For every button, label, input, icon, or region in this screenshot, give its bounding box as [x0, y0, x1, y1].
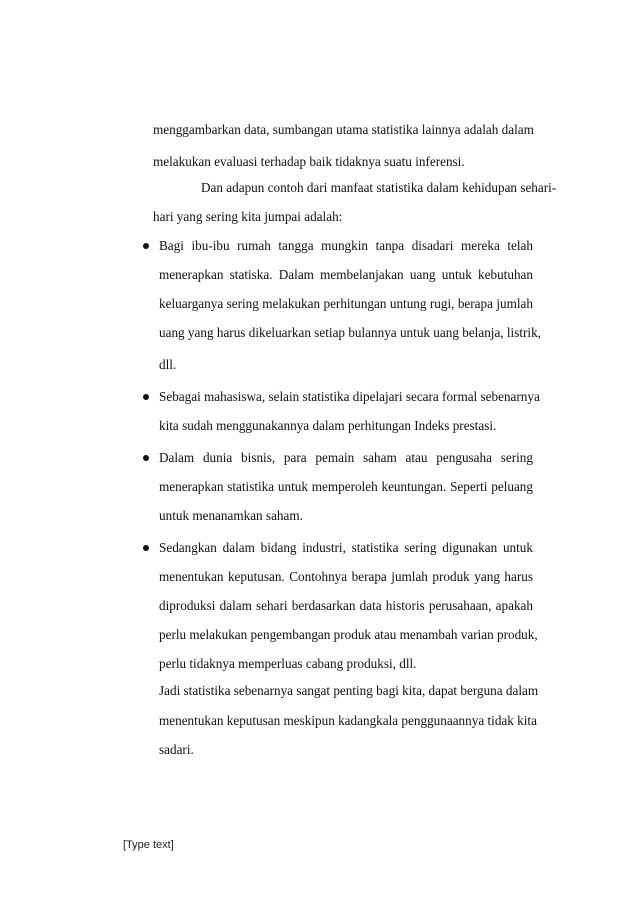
bullet-1-line-5: dll. — [159, 357, 177, 372]
bullet-4-line-4: perlu melakukan pengembangan produk atau menambah varian produk, — [159, 627, 538, 642]
intro-line-1: menggambarkan data, sumbangan utama statistika lainnya adalah dalam — [153, 122, 534, 137]
bullet-2-line-2: kita sudah menggunakannya dalam perhitungan Indeks prestasi. — [159, 418, 497, 433]
conclusion-line-3: sadari. — [159, 742, 194, 757]
intro-line-2: melakukan evaluasi terhadap baik tidaknya suatu inferensi. — [153, 154, 465, 169]
bullet-3-line-1: Dalam dunia bisnis, para pemain saham atau pengusaha sering — [159, 450, 533, 465]
conclusion-line-1: Jadi statistika sebenarnya sangat penting bagi kita, dapat berguna dalam — [159, 683, 539, 698]
bullet-4-line-3: diproduksi dalam sehari berdasarkan data historis perusahaan, apakah — [159, 598, 533, 613]
bullet-1-dot — [143, 243, 149, 249]
bullet-2-line-1: Sebagai mahasiswa, selain statistika dipelajari secara formal sebenarnya — [159, 389, 540, 404]
bullet-1-line-1: Bagi ibu-ibu rumah tangga mungkin tanpa disadari mereka telah — [159, 238, 533, 253]
bullet-3-dot — [143, 455, 149, 461]
bullet-1-line-4: uang yang harus dikeluarkan setiap bulannya untuk uang belanja, listrik, — [159, 325, 541, 340]
bullet-4-line-5: perlu tidaknya memperluas cabang produksi, dll. — [159, 656, 417, 671]
bullet-1-line-2: menerapkan statiska. Dalam membelanjakan uang untuk kebutuhan — [159, 267, 533, 282]
bullet-4-dot — [143, 545, 149, 551]
footer-text: [Type text] — [123, 839, 174, 851]
conclusion-line-2: menentukan keputusan meskipun kadangkala penggunaannya tidak kita — [159, 713, 537, 728]
bullet-4-line-1: Sedangkan dalam bidang industri, statistika sering digunakan untuk — [159, 540, 533, 555]
bullet-3-line-3: untuk menanamkan saham. — [159, 508, 303, 523]
intro-line-3: Dan adapun contoh dari manfaat statistika dalam kehidupan sehari- — [201, 180, 557, 195]
intro-line-4: hari yang sering kita jumpai adalah: — [153, 209, 343, 224]
bullet-1-line-3: keluarganya sering melakukan perhitungan untung rugi, berapa jumlah — [159, 296, 533, 311]
bullet-3-line-2: menerapkan statistika untuk memperoleh keuntungan. Seperti peluang — [159, 479, 533, 494]
bullet-2-dot — [143, 394, 149, 400]
bullet-4-line-2: menentukan keputusan. Contohnya berapa jumlah produk yang harus — [159, 569, 533, 584]
